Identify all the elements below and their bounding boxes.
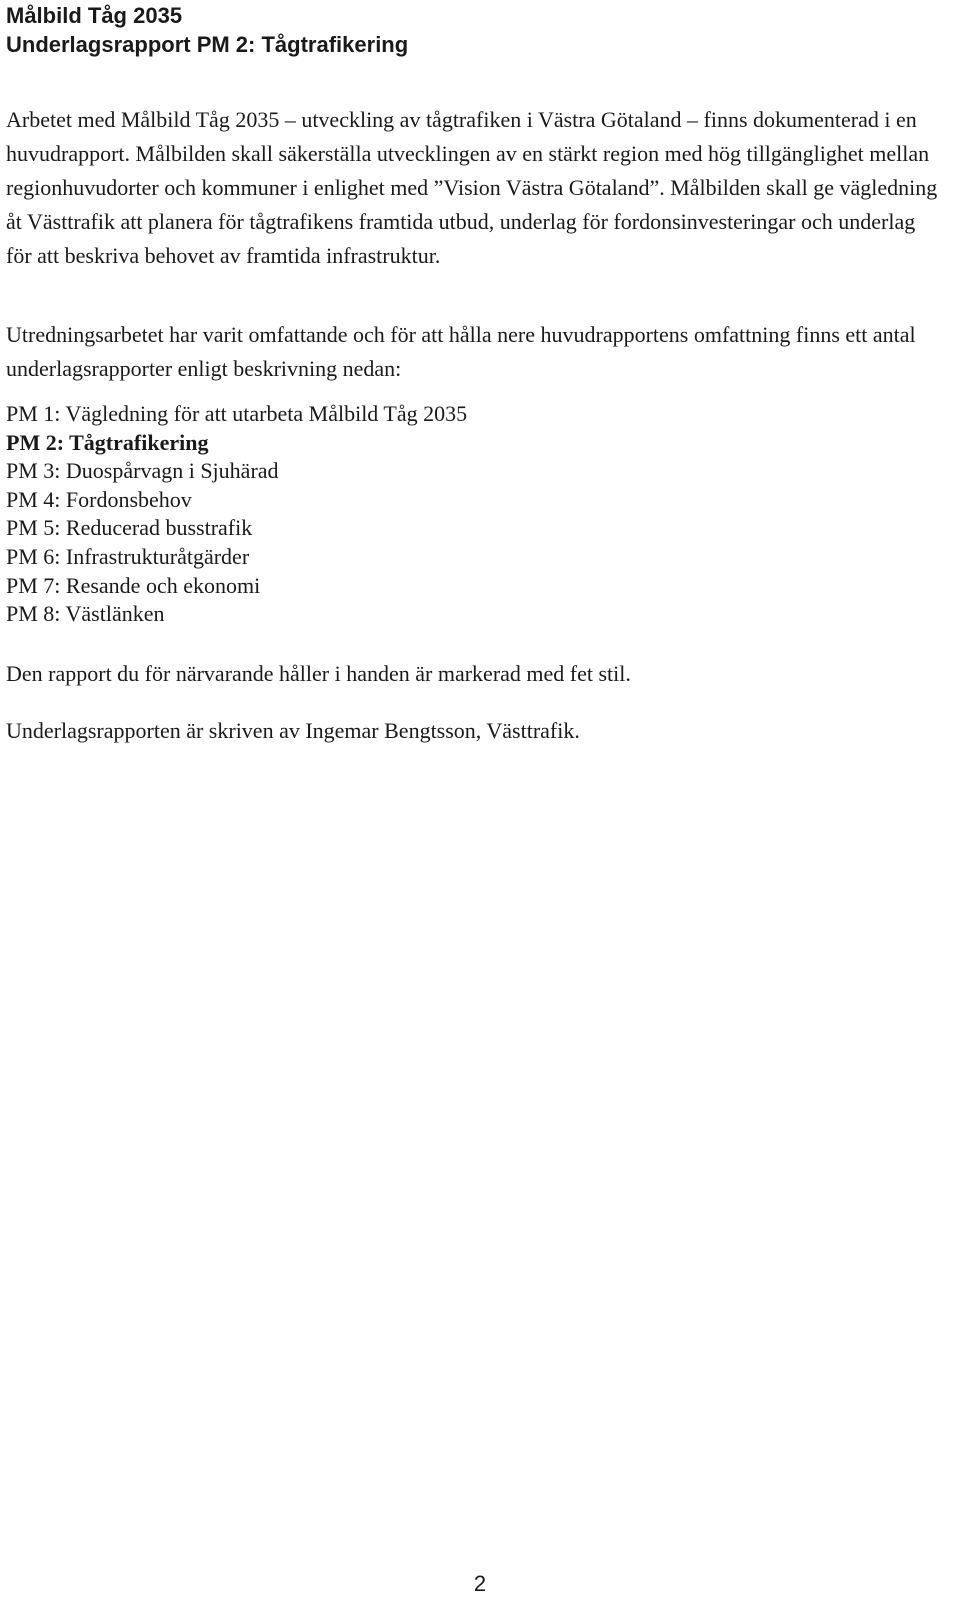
pm-list-item: PM 5: Reducerad busstrafik [6, 515, 253, 541]
page-number: 2 [473, 1571, 487, 1596]
pm-report-list [6, 400, 946, 629]
pm-list-item: PM 8: Västlänken [6, 601, 165, 627]
scope-paragraph: Utredningsarbetet har varit omfattande och för att hålla nere huvudrapportens omfattning finns ett antal underlagsrapporter enligt beskrivning nedan: [6, 322, 916, 381]
title-line-1: Målbild Tåg 2035 [6, 3, 183, 28]
pm-list-item: PM 3: Duospårvagn i Sjuhärad [6, 458, 279, 484]
document-title [6, 1, 946, 59]
pm-list-item: PM 7: Resande och ekonomi [6, 572, 261, 598]
current-report-note: Den rapport du för närvarande håller i handen är markerad med fet stil. [6, 661, 631, 686]
intro-paragraph: Arbetet med Målbild Tåg 2035 – utveckling av tågtrafiken i Västra Götaland – finns dokumenterad i en huvudrapport. Målbilden skall säkerställa utvecklingen av en stärkt region med hög tillgänglighet mellan regionhuvudorter och kommuner i enlighet med ”Vision Västra Götaland”. Målbilden skall ge vägledning åt Västtrafik att planera för tågtrafikens framtida utbud, underlag för fordonsinvesteringar och underlag för att beskriva behovet av framtida infrastruktur. [6, 107, 938, 268]
pm-list-item: PM 1: Vägledning för att utarbeta Målbild Tåg 2035 [6, 401, 468, 426]
pm-list-item: PM 6: Infrastrukturåtgärder [6, 543, 250, 569]
author-note: Underlagsrapporten är skriven av Ingemar Bengtsson, Västtrafik. [6, 718, 580, 743]
pm-list-item: PM 4: Fordonsbehov [6, 486, 192, 512]
pm-list-item-current: PM 2: Tågtrafikering [6, 429, 209, 455]
title-line-2: Underlagsrapport PM 2: Tågtrafikering [6, 32, 409, 57]
